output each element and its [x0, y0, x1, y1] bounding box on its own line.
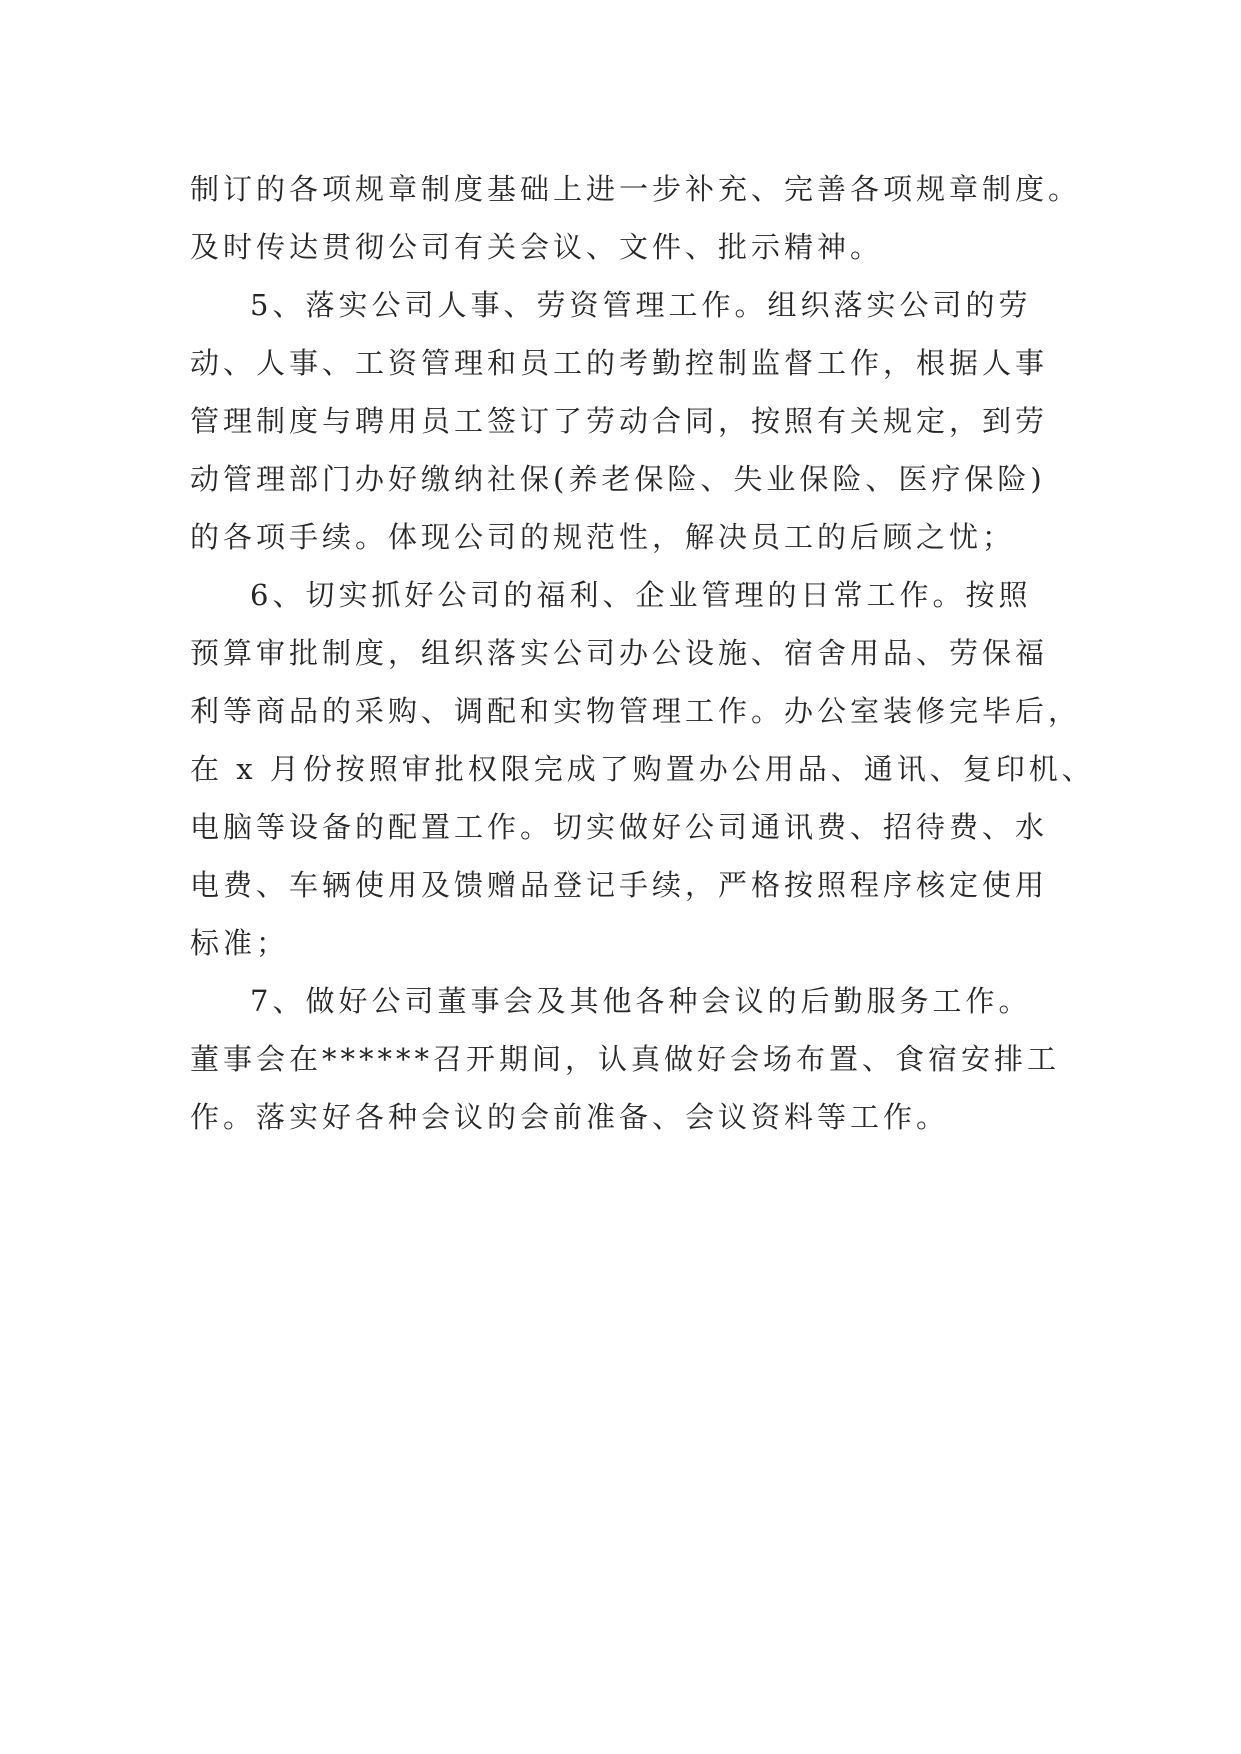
document-body: [190, 160, 1095, 1146]
text-line: 电脑等设备的配置工作。切实做好公司通讯费、招待费、水: [190, 810, 1049, 844]
text-line: 制订的各项规章制度基础上进一步补充、完善各项规章制度。: [190, 172, 1082, 206]
text-line: 电费、车辆使用及馈赠品登记手续，严格按照程序核定使用: [190, 868, 1049, 902]
paragraph-6-start: 6、切实抓好公司的福利、企业管理的日常工作。按照: [250, 578, 1032, 612]
text-line: 作。落实好各种会议的会前准备、会议资料等工作。: [190, 1100, 950, 1134]
text-line: 动、人事、工资管理和员工的考勤控制监督工作，根据人事: [190, 346, 1049, 380]
text-line: 董事会在******召开期间，认真做好会场布置、食宿安排工: [190, 1042, 1061, 1076]
paragraph-7-start: 7、做好公司董事会及其他各种会议的后勤服务工作。: [250, 984, 1032, 1018]
text-line: 及时传达贯彻公司有关会议、文件、批示精神。: [190, 230, 884, 264]
paragraph-5-start: 5、落实公司人事、劳资管理工作。组织落实公司的劳: [250, 288, 1032, 322]
text-line: 管理制度与聘用员工签订了劳动合同，按照有关规定，到劳: [190, 404, 1049, 438]
text-line: 标准；: [190, 926, 290, 960]
text-line: 在 x 月份按照审批权限完成了购置办公用品、通讯、复印机、: [190, 752, 1095, 786]
text-line: 动管理部门办好缴纳社保(养老保险、失业保险、医疗保险): [190, 462, 1046, 496]
text-line: 的各项手续。体现公司的规范性，解决员工的后顾之忧；: [190, 520, 1016, 554]
text-line: 预算审批制度，组织落实公司办公设施、宿舍用品、劳保福: [190, 636, 1049, 670]
text-line: 利等商品的采购、调配和实物管理工作。办公室装修完毕后，: [190, 694, 1082, 728]
